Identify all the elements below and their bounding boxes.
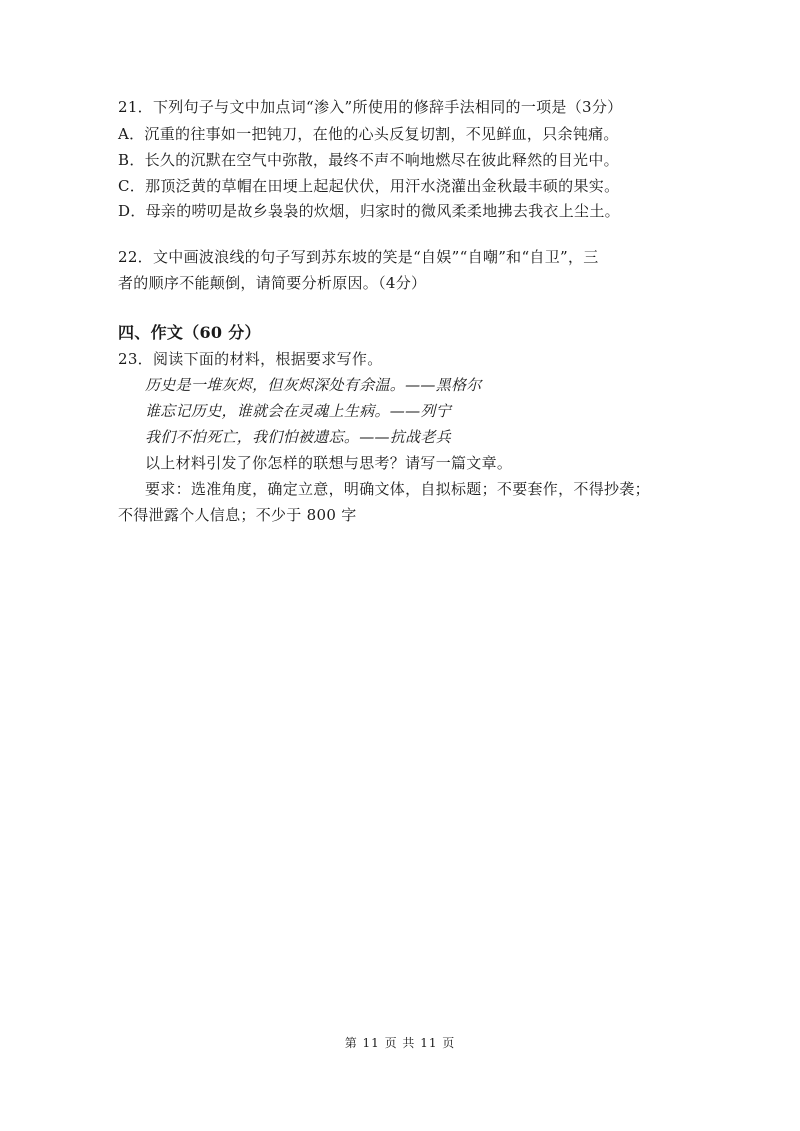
q23-prompt: 以上材料引发了你怎样的联想与思考？请写一篇文章。	[145, 454, 513, 472]
q22-line-2: 者的顺序不能颠倒，请简要分析原因。（4分）	[118, 274, 427, 292]
q21-option-d: D．母亲的唠叨是故乡袅袅的炊烟，归家时的微风柔柔地拂去我衣上尘土。	[118, 202, 620, 220]
q23-stem: 23．阅读下面的材料，根据要求写作。	[118, 350, 383, 368]
page-number-footer: 第 11 页 共 11 页	[344, 1036, 456, 1050]
q23-requirement-line-1: 要求：选准角度，确定立意，明确文体，自拟标题；不要套作，不得抄袭；	[145, 480, 650, 498]
q21-stem: 21．下列句子与文中加点词“渗入”所使用的修辞手法相同的一项是（3分）	[118, 98, 623, 116]
q23-quote-hegel: 历史是一堆灰烬，但灰烬深处有余温。——黑格尔	[145, 376, 482, 394]
q21-option-a: A．沉重的往事如一把钝刀，在他的心头反复切割，不见鲜血，只余钝痛。	[118, 125, 619, 143]
q22-line-1: 22．文中画波浪线的句子写到苏东坡的笑是“自娱”“自嘲”和“自卫”，三	[118, 248, 599, 266]
section-heading-composition: 四、作文（60 分）	[118, 323, 261, 342]
q21-option-c: C．那顶泛黄的草帽在田埂上起起伏伏，用汗水浇灌出金秋最丰硕的果实。	[118, 177, 620, 195]
q23-quote-lenin: 谁忘记历史，谁就会在灵魂上生病。——列宁	[145, 402, 452, 420]
q23-requirement-line-2: 不得泄露个人信息；不少于 800 字	[118, 506, 357, 524]
q21-option-b: B．长久的沉默在空气中弥散，最终不声不响地燃尽在彼此释然的目光中。	[118, 151, 619, 169]
q23-quote-veteran: 我们不怕死亡，我们怕被遗忘。——抗战老兵	[145, 428, 452, 446]
